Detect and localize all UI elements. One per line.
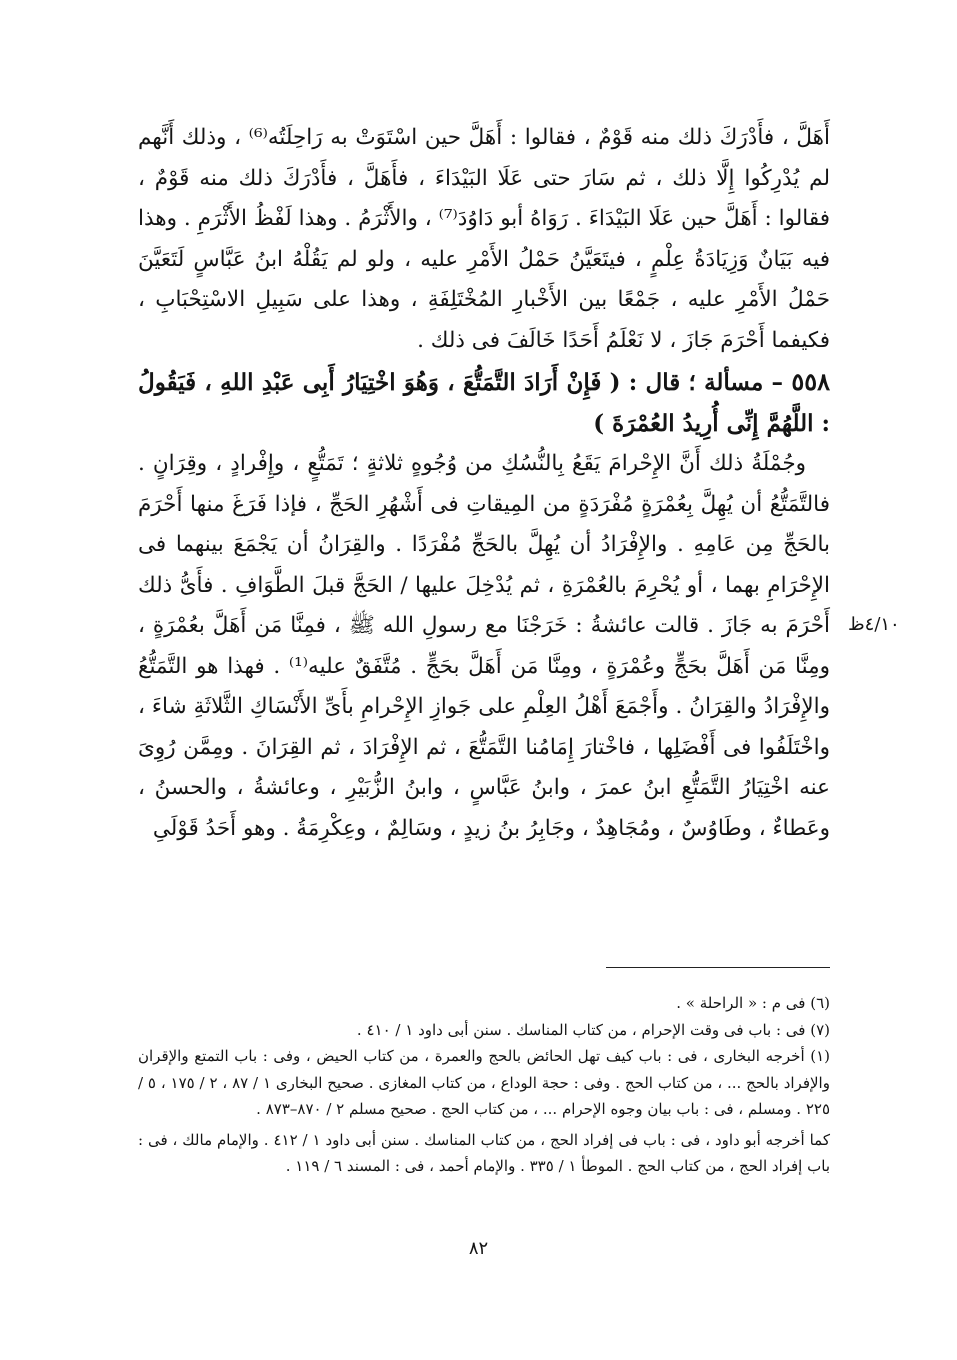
- section-title: – مسألة ؛ قال : ( فَإِنْ أَرَادَ التَّمَتُّعَ ، وَهُوَ اخْتِيَارُ أَبِى عَبْدِ اللهِ ، فَيَقُولُ : اللَّهُمَّ إِنِّى أُرِيدُ العُمْرَةَ ): [138, 369, 830, 437]
- footnote-separator: [606, 967, 830, 968]
- main-text: [138, 118, 830, 849]
- footnote-1: (١) أخرجه البخارى ، فى : باب كيف تهل الحائض بالحج والعمرة ، من كتاب الحيض ، وفى : باب التمتع والإقران والإفراد بالحج ... ، من كتاب الحج . وفى : حجة الوداع ، من كتاب المغازى . صحيح البخارى ١ / ٨٧ ، ٢ / ١٧٥ ، ٥ / ٢٢٥ . ومسلم ، فى : باب بيان وجوه الإحرام ... ، من كتاب الحج . صحيح مسلم ٢ / ٨٧٠–٨٧٣ .: [138, 1047, 830, 1118]
- footnote-6: (٦) فى م : « الراحلة » .: [676, 994, 830, 1012]
- footnotes: [138, 990, 830, 1180]
- section-number: ٥٥٨: [791, 367, 830, 396]
- section-heading: [138, 361, 830, 444]
- footnote-7: (٧) فى : باب فى وقت الإحرام ، من كتاب المناسك . سنن أبى داود ١ / ٤١٠ .: [356, 1020, 830, 1039]
- footnote-1-continued: كما أخرجه أبو داود ، فى : باب فى إفراد الحج ، من كتاب المناسك . سنن أبى داود ١ / ٤١٢ . والإمام مالك ، فى : باب إفراد الحج ، من كتاب الحج . الموطأ ١ / ٣٣٥ . والإمام أحمد ، فى : المسند ٦ / ١١٩ .: [138, 1130, 830, 1175]
- manuscript-folio-note: ٤/١٠ظ: [848, 614, 900, 635]
- paragraph-1: أَهَلَّ ، فأَدْرَكَ ذلك منه قَوْمٌ ، فقالوا : أَهَلَّ حين اسْتَوَتْ به رَاحِلَتُه⁽⁶⁾ ، وذلك أَنَّهم لم يُدْرِكُوا إِلَّا ذلك ، ثم سَارَ حتى عَلَا البَيْدَاءَ ، فأَهَلَّ ، فأَدْرَكَ ذلك منه قَوْمٌ ، فقالوا : أَهَلَّ حين عَلَا البَيْدَاءَ . رَوَاهُ أبو دَاوُدَ⁽⁷⁾ ، والأَثْرَمُ . وهذا لَفْظُ الأَثْرَمِ . وهذا فيه بَيَانٌ وَزِيَادَةُ عِلْمٍ ، فيتَعَيَّنُ حَمْلُ الأَمْرِ عليه ، ولو لم يَقُلْهُ ابنُ عَبَّاسٍ لَتَعَيَّنَ حَمْلُ الأَمْرِ عليه ، جَمْعًا بين الأَخْبارِ المُخْتَلِفَةِ ، وهذا على سَبِيلِ الاسْتِحْبَابِ ، فكيفما أَحْرَمَ جَازَ ، لا نَعْلَمُ أَحَدًا خَالَفَ فى ذلك .: [138, 125, 830, 353]
- paragraph-2: وجُمْلَةُ ذلك أَنَّ الإِحْرامَ يَقَعُ بِالنُّسُكِ من وُجُوهٍ ثلاثةٍ ؛ تَمَتُّعٍ ، وإِفْرادٍ ، وقِرَانٍ . فالتَّمَتُّعُ أن يُهِلَّ بِعُمْرَةٍ مُفْرَدَةٍ من المِيقاتِ فى أَشْهُرِ الحَجِّ ، فإذا فَرَغَ منها أَحْرَمَ بالحَجِّ مِن عَامِهِ . والإِفْرَادُ أن يُهِلَّ بالحَجِّ مُفْرَدًا . والقِرَانُ أن يَجْمَعَ بينهما فى الإِحْرَامِ بهما ، أو يُحْرِمَ بالعُمْرَةِ ، ثم يُدْخِلَ عليها / الحَجَّ قبلَ الطَّوَافِ . فأَىُّ ذلك أَحْرَمَ به جَازَ . قالت عائشةُ : خَرَجْنَا مع رسولِ الله ﷺ ، فمِنَّا مَن أَهَلَّ بعُمْرَةٍ ، ومِنَّا مَن أَهَلَّ بحَجٍّ وعُمْرَةٍ ، ومِنَّا مَن أَهَلَّ بحَجٍّ . مُتَّفَقٌ عليه⁽¹⁾ . فهذا هو التَّمَتُّعُ والإِفْرَادُ والقِرَانُ . وأَجْمَعَ أَهْلُ العِلْمِ على جَوازِ الإِحْرامِ بأَىِّ الأَنْسَاكِ الثَّلاثَةِ شاءَ ، واخْتَلَفُوا فى أَفْضَلِها ، فاخْتارَ إِمَامُنا التَّمَتُّعَ ، ثم الإِفْرَادَ ، ثم القِرَانَ . ومِمَّن رُوِىَ عنه اخْتِيَارُ التَّمَتُّعِ ابنُ عمرَ ، وابنُ عَبَّاسٍ ، وابنُ الزُّبَيْرِ ، وعائشةُ ، والحسنُ ، وعَطاءٌ ، وطَاوُسٌ ، ومُجَاهِدٌ ، وجَابِرُ بنُ زيدٍ ، وسَالِمٌ ، وعِكْرِمَةُ . وهو أَحَدُ قَوْلَىِ: [138, 451, 830, 841]
- page-number: ٨٢: [468, 1238, 489, 1259]
